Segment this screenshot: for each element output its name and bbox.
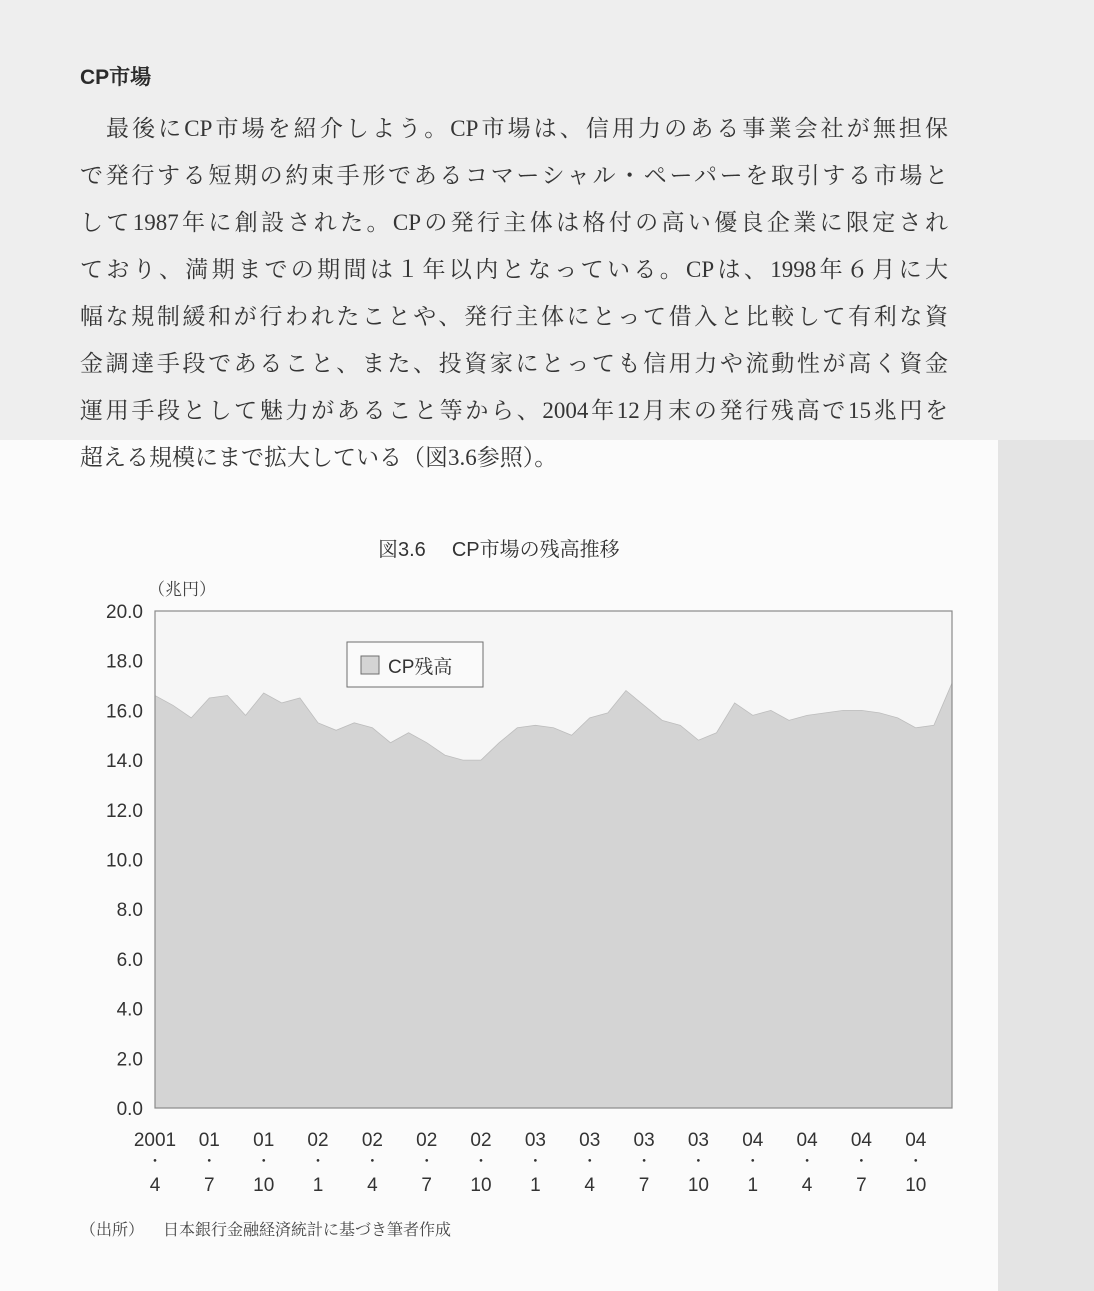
x-tick [307, 1130, 328, 1196]
x-tick-year-label: 04 [742, 1130, 764, 1151]
y-tick-label: 2.0 [116, 1049, 143, 1071]
x-tick [253, 1130, 274, 1196]
x-tick-month-label: 7 [421, 1175, 432, 1196]
x-tick-month-label: 10 [253, 1175, 275, 1196]
x-tick-separator: ・ [201, 1153, 217, 1170]
y-tick-label: 8.0 [116, 900, 143, 922]
x-tick-month-label: 7 [204, 1175, 215, 1196]
x-axis-ticks [134, 1130, 927, 1196]
source-text: 日本銀行金融経済統計に基づき筆者作成 [163, 1222, 452, 1239]
y-tick-label: 10.0 [106, 850, 143, 872]
y-tick-label: 4.0 [116, 999, 143, 1021]
x-tick-month-label: 10 [905, 1175, 927, 1196]
x-tick-year-label: 02 [470, 1130, 492, 1151]
y-tick-label: 12.0 [106, 800, 143, 822]
x-tick-year-label: 03 [524, 1130, 546, 1151]
x-tick-month-label: 1 [530, 1175, 541, 1196]
paragraph-line: 運用手段として魅力があること等から、2004年12月末の発行残高で15兆円を [80, 398, 948, 423]
source-note [80, 1217, 451, 1240]
x-tick [905, 1130, 927, 1196]
x-tick-separator: ・ [310, 1153, 326, 1170]
x-tick-separator: ・ [527, 1153, 543, 1170]
paragraph-line: で発行する短期の約束手形であるコマーシャル・ペーパーを取引する市場と [80, 163, 948, 188]
paragraph-line: 最後にCP市場を紹介しよう。CP市場は、信用力のある事業会社が無担保 [106, 116, 948, 141]
y-axis-ticks [106, 602, 143, 1120]
legend-swatch [361, 656, 379, 674]
x-tick [688, 1130, 709, 1196]
y-tick-label: 20.0 [106, 602, 143, 623]
x-tick-year-label: 02 [416, 1130, 438, 1151]
x-tick-separator: ・ [799, 1153, 815, 1170]
x-tick-year-label: 2001 [133, 1130, 177, 1151]
x-tick-separator: ・ [473, 1153, 489, 1170]
x-tick-year-label: 04 [905, 1130, 927, 1151]
legend [347, 642, 483, 687]
paragraph-line: 超える規模にまで拡大している（図3.6参照）。 [80, 445, 558, 470]
x-tick [797, 1130, 819, 1196]
x-tick-month-label: 4 [149, 1175, 161, 1196]
figure-caption: CP市場の残高推移 [451, 539, 620, 561]
x-tick [634, 1130, 655, 1196]
source-label: （出所） [80, 1222, 145, 1239]
x-tick [851, 1130, 873, 1196]
x-tick-month-label: 1 [312, 1175, 324, 1196]
x-tick [525, 1130, 546, 1196]
x-tick-year-label: 02 [307, 1130, 329, 1151]
x-tick-separator: ・ [690, 1153, 706, 1170]
x-tick-separator: ・ [419, 1153, 435, 1170]
paragraph-line: 金調達手段であること、また、投資家にとっても信用力や流動性が高く資金 [80, 351, 948, 376]
x-tick [579, 1130, 600, 1196]
area-layer [155, 683, 952, 1108]
y-tick-label: 18.0 [106, 651, 143, 673]
x-tick-separator: ・ [256, 1153, 272, 1170]
legend-label: CP残高 [388, 657, 453, 678]
x-tick-year-label: 04 [796, 1130, 818, 1151]
x-tick-separator: ・ [636, 1153, 652, 1170]
x-tick [134, 1130, 176, 1196]
x-tick-month-label: 7 [856, 1175, 867, 1196]
x-tick-year-label: 03 [579, 1130, 601, 1151]
paragraph-line: して1987年に創設された。CPの発行主体は格付の高い優良企業に限定され [80, 210, 948, 235]
figure-number: 図3.6 [378, 539, 426, 561]
x-tick-separator: ・ [364, 1153, 380, 1170]
x-tick-month-label: 4 [801, 1175, 813, 1196]
x-tick-year-label: 01 [198, 1130, 220, 1151]
x-tick-month-label: 1 [747, 1175, 759, 1196]
x-tick-month-label: 4 [367, 1175, 378, 1196]
x-tick-separator: ・ [582, 1153, 598, 1170]
x-tick [199, 1130, 220, 1196]
x-tick-month-label: 10 [470, 1175, 492, 1196]
y-tick-label: 16.0 [106, 701, 143, 723]
y-tick-label: 6.0 [116, 949, 143, 971]
y-tick-label: 14.0 [106, 751, 143, 773]
x-tick-month-label: 4 [584, 1175, 595, 1196]
x-tick-month-label: 7 [638, 1175, 650, 1196]
x-tick-year-label: 03 [687, 1130, 709, 1151]
x-tick [362, 1130, 383, 1196]
x-tick-month-label: 10 [687, 1175, 709, 1196]
y-axis-unit-label: （兆円） [148, 580, 216, 599]
section-heading: CP市場 [80, 66, 152, 89]
cp-balance-area [155, 683, 952, 1108]
x-tick-year-label: 01 [253, 1130, 275, 1151]
x-tick-year-label: 03 [633, 1130, 655, 1151]
x-tick-separator: ・ [908, 1153, 924, 1170]
x-tick-separator: ・ [745, 1153, 761, 1170]
x-tick [470, 1130, 491, 1196]
x-tick-year-label: 02 [361, 1130, 383, 1151]
x-tick-separator: ・ [853, 1153, 869, 1170]
x-tick-year-label: 04 [850, 1130, 872, 1151]
x-tick [742, 1130, 764, 1196]
y-tick-label: 0.0 [116, 1099, 143, 1120]
paragraph-line: ており、満期までの期間は１年以内となっている。CPは、1998年６月に大 [80, 257, 948, 282]
x-tick-separator: ・ [147, 1153, 163, 1170]
x-tick [416, 1130, 437, 1196]
paragraph-line: 幅な規制緩和が行われたことや、発行主体にとって借入と比較して有利な資 [80, 304, 948, 329]
